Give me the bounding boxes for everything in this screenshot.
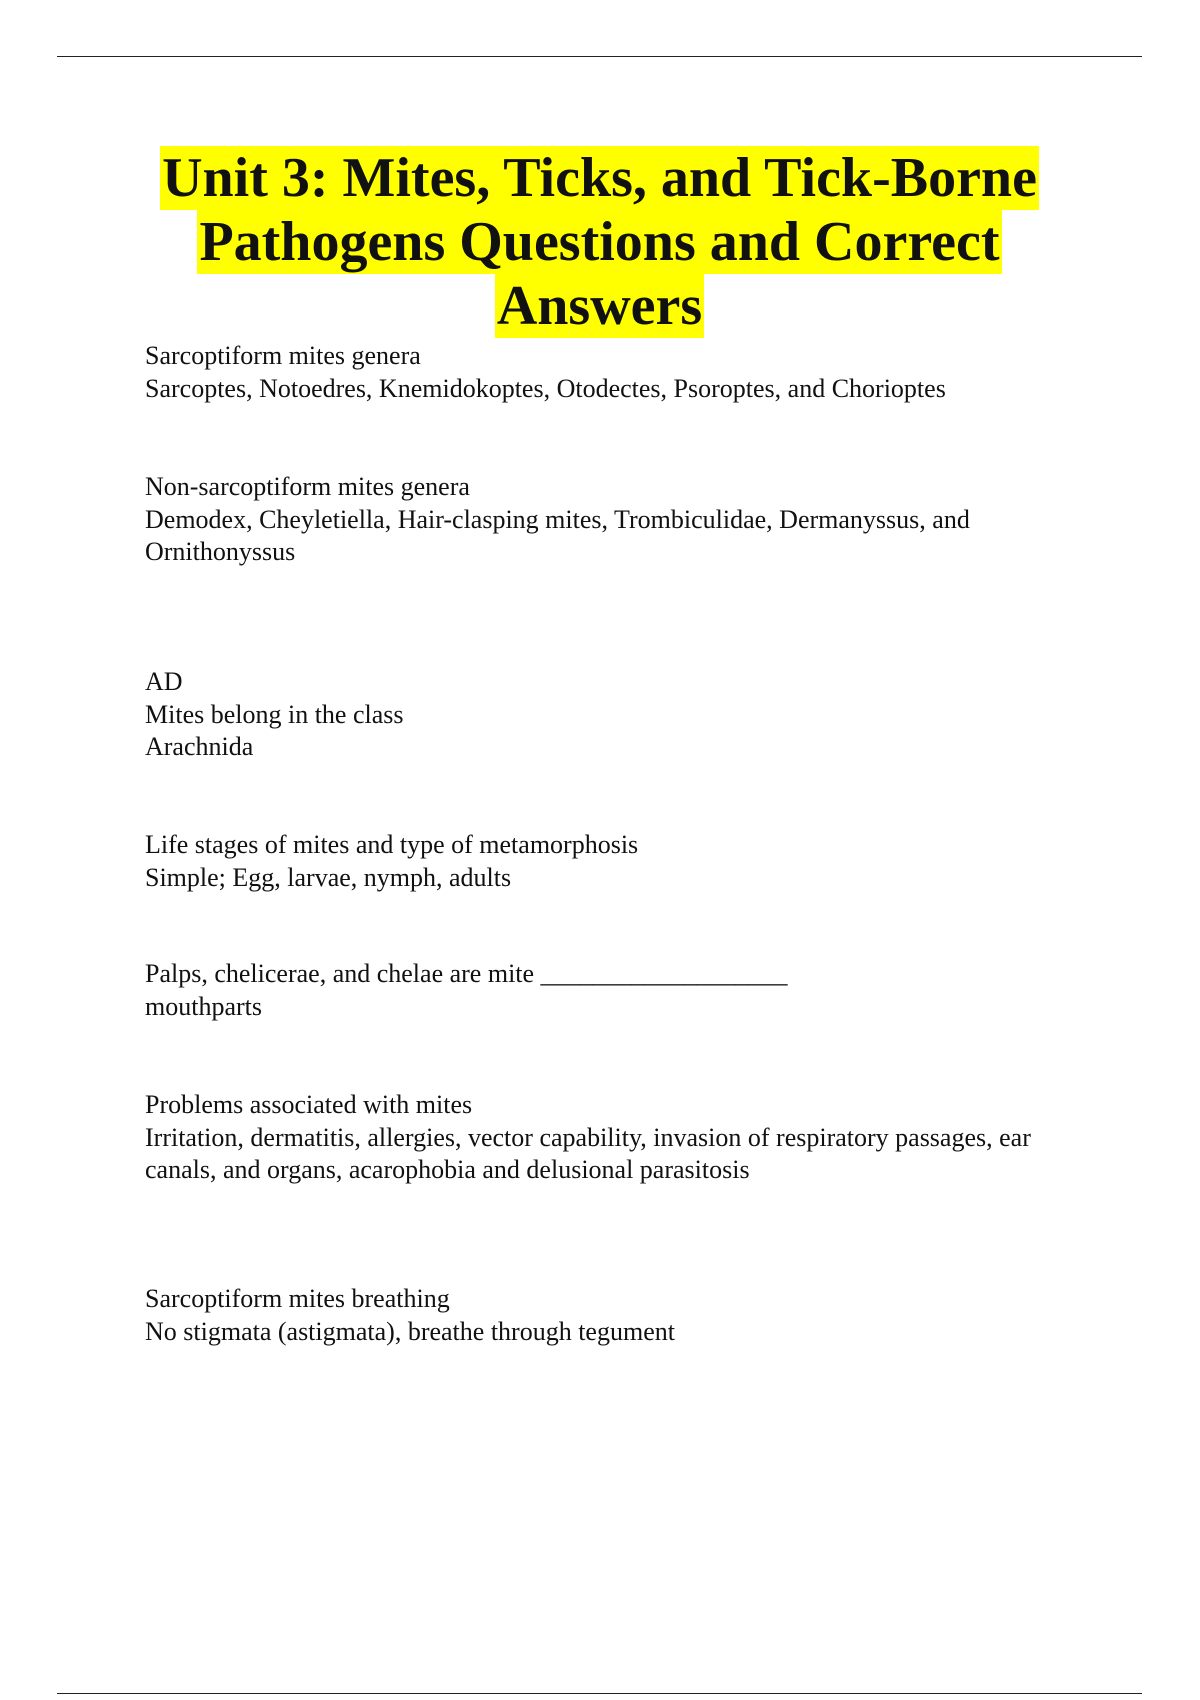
question-text: Sarcoptiform mites genera: [145, 341, 421, 370]
question-text: Problems associated with mites: [145, 1090, 473, 1119]
qa-item-mouthparts: [145, 958, 1085, 1023]
question-text: Life stages of mites and type of metamorphosis: [145, 830, 639, 859]
answer-text: Sarcoptes, Notoedres, Knemidokoptes, Otodectes, Psoroptes, and Chorioptes: [145, 373, 946, 403]
qa-item-sarcoptiform-genera: [145, 340, 1085, 405]
question-text: Palps, chelicerae, and chelae are mite ___________________: [145, 959, 788, 988]
prefix-text: AD: [145, 667, 183, 696]
answer-text: Arachnida: [145, 732, 254, 761]
answer-text: No stigmata (astigmata), breathe through tegument: [145, 1316, 675, 1346]
answer-text: Demodex, Cheyletiella, Hair-clasping mites, Trombiculidae, Dermanyssus, and Ornithonyssus: [145, 504, 970, 566]
qa-item-problems: [145, 1089, 1085, 1187]
answer-text: Irritation, dermatitis, allergies, vector capability, invasion of respiratory passages, ear canals, and organs, acarophobia and delusional parasitosis: [145, 1122, 1031, 1184]
qa-item-non-sarcoptiform-genera: [145, 471, 1085, 569]
answer-text: mouthparts: [145, 991, 262, 1021]
qa-item-life-stages: [145, 829, 1085, 894]
question-text: Mites belong in the class: [145, 699, 404, 729]
qa-item-mites-class: [145, 666, 1085, 764]
qa-item-breathing: [145, 1283, 1085, 1348]
answer-text: Simple; Egg, larvae, nymph, adults: [145, 862, 512, 892]
bottom-divider: [57, 1693, 1142, 1694]
title-line-2: Pathogens Questions and Correct: [199, 211, 1000, 273]
top-divider: [57, 56, 1142, 57]
question-text: Non-sarcoptiform mites genera: [145, 472, 470, 501]
title-line-3: Answers: [496, 275, 703, 337]
question-text: Sarcoptiform mites breathing: [145, 1284, 450, 1313]
title-line-1: Unit 3: Mites, Ticks, and Tick-Borne: [162, 147, 1037, 209]
document-title: [57, 146, 1142, 338]
